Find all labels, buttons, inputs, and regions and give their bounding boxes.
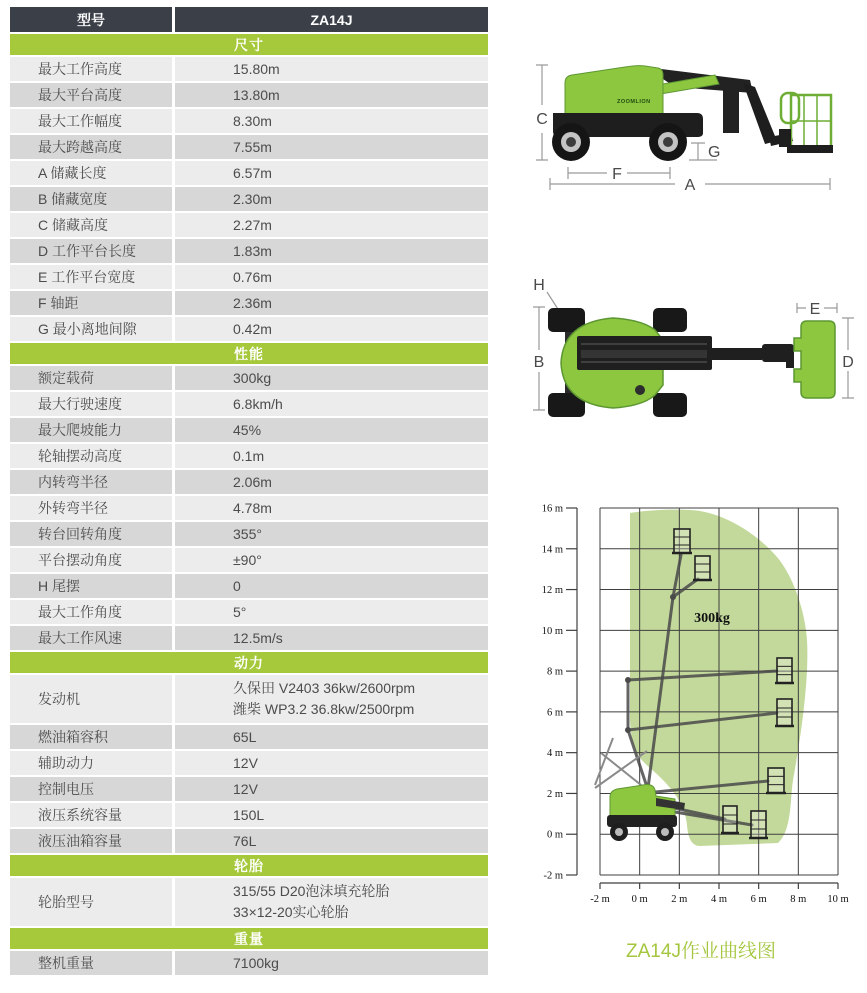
x-axis-tick-label: 4 m [710,894,728,905]
table-row [10,265,488,289]
spec-label: 最大工作角度 [10,600,172,624]
y-axis-tick-label: 8 m [546,666,563,678]
model-header-cell: 型号 [10,7,172,32]
table-row [10,317,488,341]
table-row [10,239,488,263]
spec-label: A 储藏长度 [10,161,172,185]
spec-value: 12.5m/s [175,626,488,650]
spec-value: 300kg [175,366,488,390]
table-row [10,135,488,159]
platform-sketch [775,658,794,683]
spec-label: 最大工作风速 [10,626,172,650]
table-row [10,803,488,827]
side-view-machine [552,66,833,161]
platform-sketch [749,811,768,838]
table-row [10,291,488,315]
spec-value: 45% [175,418,488,442]
dim-label-h: H [533,277,545,294]
table-row [10,626,488,650]
zoomlion-brand-text: ZOOMLION [617,99,651,105]
dim-label-b: B [533,354,545,371]
table-row [10,392,488,416]
table-row [10,418,488,442]
x-axis-tick-label: 6 m [750,894,767,905]
table-row [10,366,488,390]
spec-value: 12V [175,777,488,801]
spec-label: 燃油箱容积 [10,725,172,749]
table-row [10,109,488,133]
top-view-diagram [525,270,867,432]
spec-label: 平台摆动角度 [10,548,172,572]
table-row [10,496,488,520]
x-axis-tick-label: 10 m [827,894,849,905]
spec-value: 0 [175,574,488,598]
platform-sketch [672,529,692,553]
spec-value: 2.30m [175,187,488,211]
spec-label: 额定载荷 [10,366,172,390]
spec-value: 7.55m [175,135,488,159]
table-row [10,522,488,546]
table-header-row [10,7,488,32]
spec-value: 15.80m [175,57,488,81]
spec-label: D 工作平台长度 [10,239,172,263]
spec-value: 355° [175,522,488,546]
spec-value: 12V [175,751,488,775]
spec-label: 最大工作高度 [10,57,172,81]
spec-label: 轮胎型号 [10,878,172,926]
dim-label-a: A [684,177,696,194]
load-capacity-annotation: 300kg [694,611,730,626]
section-header-row: 轮胎 [10,855,488,876]
table-row [10,829,488,853]
table-row [10,57,488,81]
table-row [10,83,488,107]
spec-label: 轮轴摆动高度 [10,444,172,468]
spec-value: 1.83m [175,239,488,263]
spec-value: 4.78m [175,496,488,520]
section-header-row: 性能 [10,343,488,364]
dim-label-f: F [612,166,622,183]
spec-value: 76L [175,829,488,853]
table-row [10,878,488,926]
spec-value: 8.30m [175,109,488,133]
table-row [10,187,488,211]
spec-label: 液压油箱容量 [10,829,172,853]
section-header-row: 动力 [10,652,488,673]
spec-label: 最大跨越高度 [10,135,172,159]
x-axis-tick-label: -2 m [590,894,610,905]
spec-label: 整机重量 [10,951,172,975]
y-axis-tick-label: 16 m [541,503,563,515]
y-axis-tick-label: 0 m [546,829,563,841]
model-name-cell: ZA14J [175,7,488,32]
table-row [10,777,488,801]
spec-value: ±90° [175,548,488,572]
y-axis-tick-label: -2 m [543,870,563,882]
y-axis-tick-label: 6 m [546,707,563,719]
spec-value: 315/55 D20泡沫填充轮胎 33×12-20实心轮胎 [175,878,488,926]
table-row [10,600,488,624]
platform-sketch [693,556,712,580]
spec-label: 最大行驶速度 [10,392,172,416]
side-view-diagram [525,45,867,203]
top-view-machine [548,308,835,417]
spec-label: 最大工作幅度 [10,109,172,133]
spec-label: 最大爬坡能力 [10,418,172,442]
platform-sketch [766,768,786,793]
spec-label: 辅助动力 [10,751,172,775]
x-axis-tick-label: 2 m [671,894,688,905]
table-row [10,725,488,749]
y-axis-tick-label: 14 m [541,544,563,556]
table-row [10,444,488,468]
spec-value: 久保田 V2403 36kw/2600rpm 潍柴 WP3.2 36.8kw/2500rpm [175,675,488,723]
section-header-row: 重量 [10,928,488,949]
dim-label-c: C [536,111,548,128]
x-axis-tick-label: 0 m [631,894,648,905]
spec-label: 转台回转角度 [10,522,172,546]
spec-value: 13.80m [175,83,488,107]
spec-value: 6.8km/h [175,392,488,416]
table-row [10,951,488,975]
table-body [10,34,488,975]
chart-caption: ZA14J作业曲线图 [626,941,776,962]
spec-label: 内转弯半径 [10,470,172,494]
spec-label: 最大平台高度 [10,83,172,107]
spec-value: 5° [175,600,488,624]
spec-value: 2.06m [175,470,488,494]
dim-label-e: E [809,301,821,318]
table-row [10,548,488,572]
work-envelope-chart [535,485,867,925]
spec-value: 65L [175,725,488,749]
y-axis-tick-label: 10 m [541,625,563,637]
y-axis-tick-label: 2 m [546,788,563,800]
spec-label: 控制电压 [10,777,172,801]
spec-value: 7100kg [175,951,488,975]
y-axis-tick-label: 12 m [541,585,563,597]
section-header-row: 尺寸 [10,34,488,55]
spec-label: 发动机 [10,675,172,723]
dim-label-g: G [708,144,721,161]
table-row [10,161,488,185]
spec-label: 液压系统容量 [10,803,172,827]
y-axis-tick-label: 4 m [546,748,563,760]
spec-value: 0.42m [175,317,488,341]
table-row [10,213,488,237]
spec-label: F 轴距 [10,291,172,315]
spec-value: 2.36m [175,291,488,315]
table-row [10,470,488,494]
dim-label-d: D [842,354,854,371]
x-axis-tick-label: 8 m [790,894,807,905]
spec-value: 6.57m [175,161,488,185]
table-row [10,574,488,598]
spec-value: 150L [175,803,488,827]
spec-label: H 尾摆 [10,574,172,598]
platform-sketch [721,806,739,833]
spec-label: G 最小离地间隙 [10,317,172,341]
table-row [10,675,488,723]
spec-value: 2.27m [175,213,488,237]
spec-label: 外转弯半径 [10,496,172,520]
spec-value: 0.76m [175,265,488,289]
platform-sketch [775,699,794,726]
spec-label: B 储藏宽度 [10,187,172,211]
spec-table [10,7,488,975]
table-row [10,751,488,775]
spec-value: 0.1m [175,444,488,468]
spec-label: E 工作平台宽度 [10,265,172,289]
spec-label: C 储藏高度 [10,213,172,237]
